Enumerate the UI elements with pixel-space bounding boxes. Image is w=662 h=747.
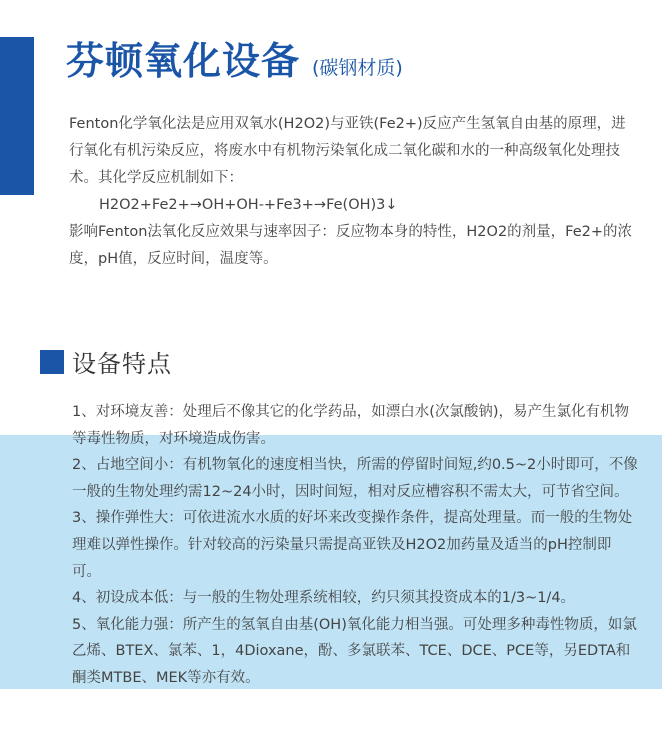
title-row (66, 30, 403, 85)
section-marker-icon (40, 350, 64, 374)
features-list (72, 399, 640, 692)
feature-item: 1、对环境友善：处理后不像其它的化学药品，如漂白水(次氯酸钠)，易产生氯化有机物等毒性物质，对环境造成伤害。 (72, 404, 630, 447)
feature-item: 2、占地空间小：有机物氧化的速度相当快，所需的停留时间短,约0.5~2小时即可，不像一般的生物处理约需12~24小时，因时间短，相对反应槽容积不需太大，可节省空间。 (72, 457, 638, 500)
feature-item: 3、操作弹性大：可依进流水水质的好坏来改变操作条件，提高处理量。而一般的生物处理难以弹性操作。针对较高的污染量只需提高亚铁及H2O2加药量及适当的pH控制即可。 (72, 510, 633, 580)
intro-paragraph-1: Fenton化学氧化法是应用双氧水(H2O2)与亚铁(Fe2+)反应产生氢氧自由基的原理，进行氧化有机污染反应，将废水中有机物污染氧化成二氧化碳和水的一种高级氧化处理技术。其化学反应机制如下： (69, 116, 626, 186)
page-title: 芬顿氧化设备 (66, 39, 301, 83)
feature-item: 5、氧化能力强：所产生的氢氧自由基(OH)氧化能力相当强。可处理多种毒性物质，如氯乙烯、BTEX、氯苯、1，4Dioxane，酚、多氯联苯、TCE、DCE、PCE等，另EDTA和酮类MTBE、MEK等亦有效。 (72, 616, 637, 686)
features-heading (40, 344, 172, 379)
page-subtitle: (碳钢材质) (312, 57, 403, 79)
intro-paragraph-2: 影响Fenton法氧化反应效果与速率因子：反应物本身的特性，H2O2的剂量，Fe2+的浓度，pH值，反应时间，温度等。 (69, 224, 633, 267)
reaction-formula: H2O2+Fe2+→OH+OH-+Fe3+→Fe(OH)3↓ (99, 197, 398, 213)
feature-item: 4、初设成本低：与一般的生物处理系统相较，约只须其投资成本的1/3~1/4。 (72, 590, 576, 607)
intro-text (69, 111, 639, 273)
section-title: 设备特点 (72, 350, 172, 378)
accent-bar (0, 37, 34, 195)
